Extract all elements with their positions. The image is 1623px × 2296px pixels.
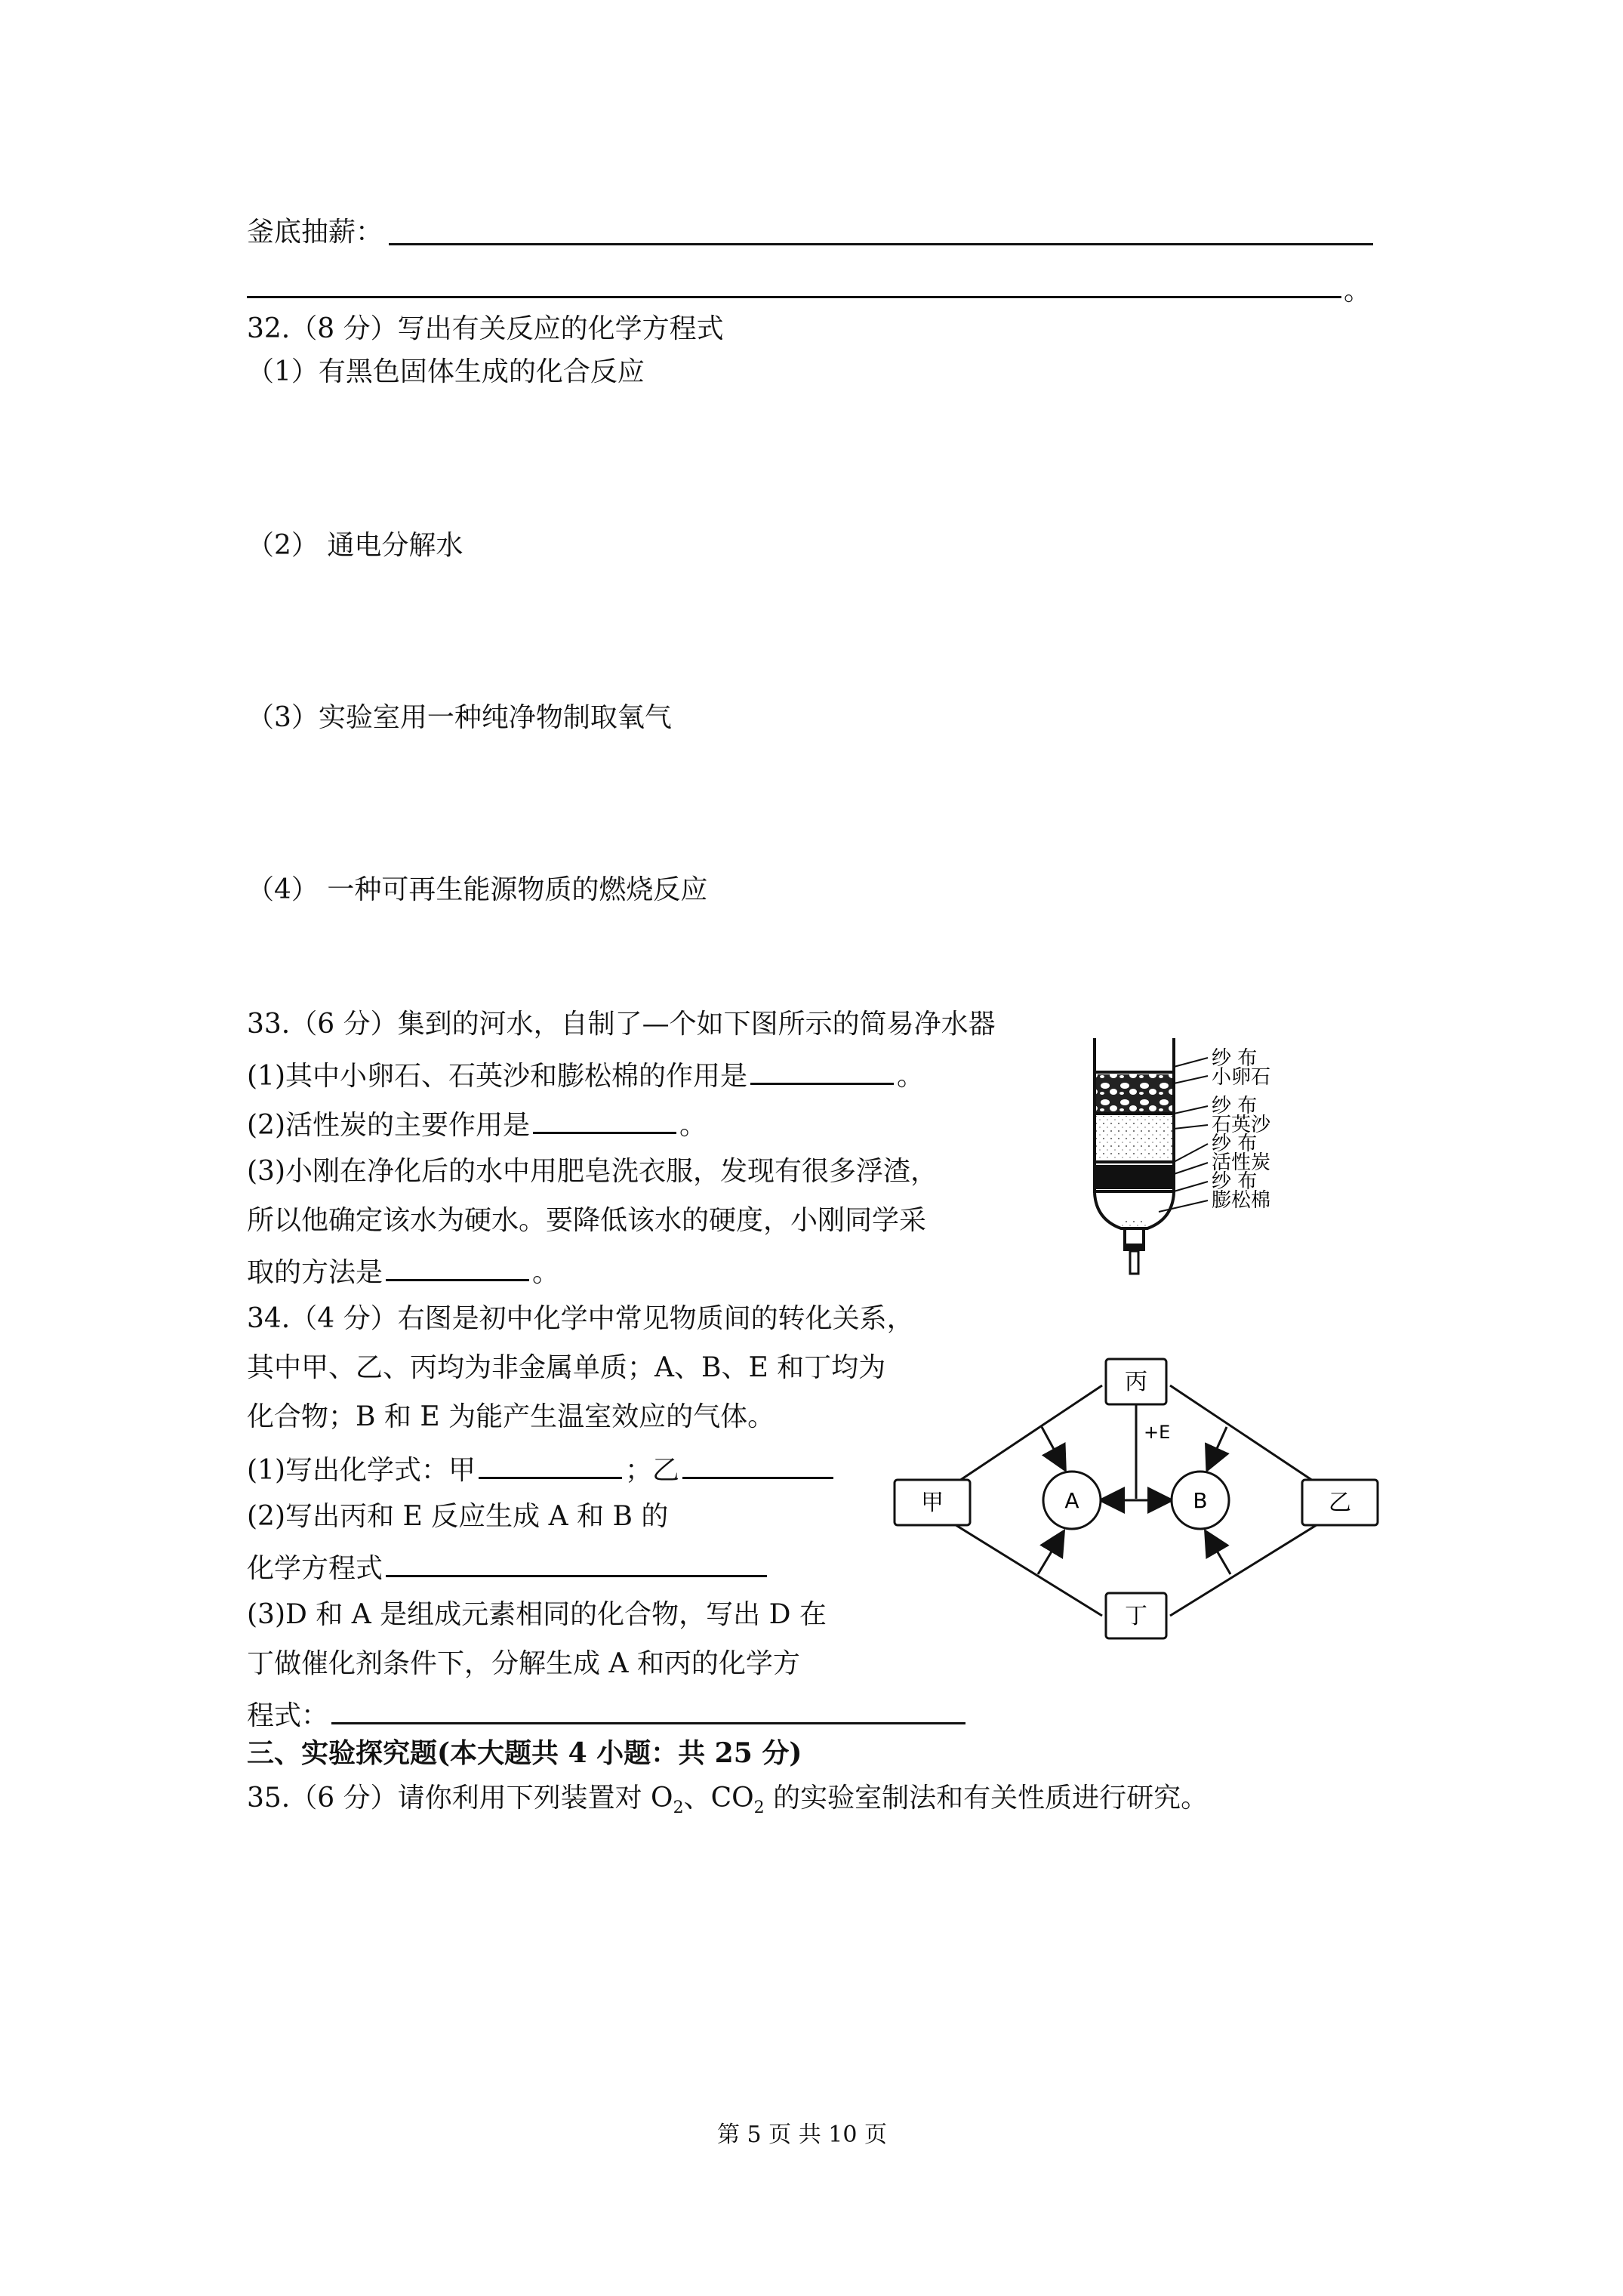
q33-title: 33.（6 分）集到的河水，自制了—个如下图所示的简易净水器 <box>247 1009 996 1040</box>
q31-answer-line-1[interactable] <box>389 243 1373 245</box>
q33-part-3-line-3 <box>247 1253 559 1290</box>
q34-part-2-line-2 <box>247 1549 770 1586</box>
q35-text-a: 35.（6 分）请你利用下列装置对 O <box>247 1783 673 1814</box>
q33-part-1-end: 。 <box>897 1061 925 1092</box>
q32-item-3: （3）实验室用一种纯净物制取氧气 <box>247 702 672 733</box>
q33-part-2 <box>247 1106 707 1142</box>
q34-line-3: 化合物；B 和 E 为能产生温室效应的气体。 <box>247 1401 775 1432</box>
q32-item-4: （4） 一种可再生能源物质的燃烧反应 <box>247 874 708 905</box>
q34-part-3-line-3 <box>247 1697 969 1733</box>
page-footer: 第 5 页 共 10 页 <box>717 2122 887 2148</box>
q33-part-2-blank[interactable] <box>533 1106 676 1134</box>
q33-part-2-text: (2)活性炭的主要作用是 <box>247 1110 530 1141</box>
q31-answer-line-2[interactable] <box>247 296 1341 298</box>
q34-part-2-line-1: (2)写出丙和 E 反应生成 A 和 B 的 <box>247 1501 669 1532</box>
filter-label-cloth-4: 纱 布 <box>1212 1170 1258 1193</box>
q34-blank-yi[interactable] <box>682 1451 833 1479</box>
diagram-box-yi-label: 乙 <box>1329 1490 1351 1516</box>
q34-part-3-line-1: (3)D 和 A 是组成元素相同的化合物，写出 D 在 <box>247 1599 827 1630</box>
q34-part-3-text: 程式： <box>247 1700 329 1731</box>
diagram-node-a-label: A <box>1064 1488 1079 1513</box>
q34-part-3-line-2: 丁做催化剂条件下，分解生成 A 和丙的化学方 <box>247 1648 800 1679</box>
filter-label-cotton: 膨松棉 <box>1212 1189 1271 1212</box>
q31-tail-label: 釜底抽薪： <box>247 217 383 248</box>
filter-label-activated-carbon: 活性炭 <box>1212 1151 1271 1174</box>
q33-part-3-end: 。 <box>532 1257 560 1288</box>
q34-blank-equation-1[interactable] <box>386 1549 767 1577</box>
q34-line-1: 34.（4 分）右图是初中化学中常见物质间的转化关系， <box>247 1303 914 1334</box>
q33-part-3-text: 取的方法是 <box>247 1257 383 1288</box>
q35-text <box>247 1782 1208 1825</box>
filter-label-cloth-3: 纱 布 <box>1212 1133 1258 1155</box>
diagram-box-bing-label: 丙 <box>1125 1369 1147 1395</box>
q34-part-1-mid: ；乙 <box>625 1455 680 1486</box>
q34-blank-jia[interactable] <box>479 1451 622 1479</box>
q35-sub-2: 2 <box>753 1798 765 1817</box>
q34-part-2-text: 化学方程式 <box>247 1553 383 1584</box>
q33-part-3-blank[interactable] <box>386 1253 529 1281</box>
q32-item-2: （2） 通电分解水 <box>247 530 463 561</box>
q35-text-c: 的实验室制法和有关性质进行研究。 <box>764 1783 1209 1814</box>
q34-line-2: 其中甲、乙、丙均为非金属单质；A、B、E 和丁均为 <box>247 1352 886 1383</box>
q35-text-b: 、CO <box>683 1783 754 1814</box>
q33-part-3-line-1: (3)小刚在净化后的水中用肥皂洗衣服，发现有很多浮渣， <box>247 1156 938 1187</box>
diagram-plus-e: +E <box>1144 1422 1171 1443</box>
q34-blank-equation-2[interactable] <box>331 1697 965 1724</box>
diagram-box-jia-label: 甲 <box>921 1490 944 1516</box>
filter-label-quartz-sand: 石英沙 <box>1212 1114 1271 1136</box>
q33-part-1-blank[interactable] <box>750 1057 894 1085</box>
q33-part-1 <box>247 1057 924 1093</box>
q33-part-2-end: 。 <box>679 1110 707 1141</box>
diagram-box-ding-label: 丁 <box>1125 1603 1147 1629</box>
filter-label-pebble: 小卵石 <box>1212 1066 1271 1089</box>
q34-part-1-text: (1)写出化学式：甲 <box>247 1455 476 1486</box>
q34-part-1 <box>247 1451 836 1487</box>
q33-part-1-text: (1)其中小卵石、石英沙和膨松棉的作用是 <box>247 1061 747 1092</box>
section-3-heading: 三、实验探究题(本大题共 4 小题：共 25 分) <box>247 1737 802 1769</box>
water-filter-figure <box>1079 1031 1329 1280</box>
q33-part-3-line-2: 所以他确定该水为硬水。要降低该水的硬度，小刚同学采 <box>247 1205 927 1236</box>
q35-sub-1: 2 <box>673 1798 684 1817</box>
diagram-node-b-label: B <box>1193 1488 1208 1513</box>
filter-label-cloth-1: 纱 布 <box>1212 1047 1258 1070</box>
q32-title: 32.（8 分）写出有关反应的化学方程式 <box>247 313 724 344</box>
q31-end-mark: 。 <box>1344 276 1372 307</box>
filter-label-cloth-2: 纱 布 <box>1212 1095 1258 1117</box>
conversion-diagram <box>883 1344 1389 1646</box>
q32-item-1: （1）有黑色固体生成的化合反应 <box>247 356 645 387</box>
